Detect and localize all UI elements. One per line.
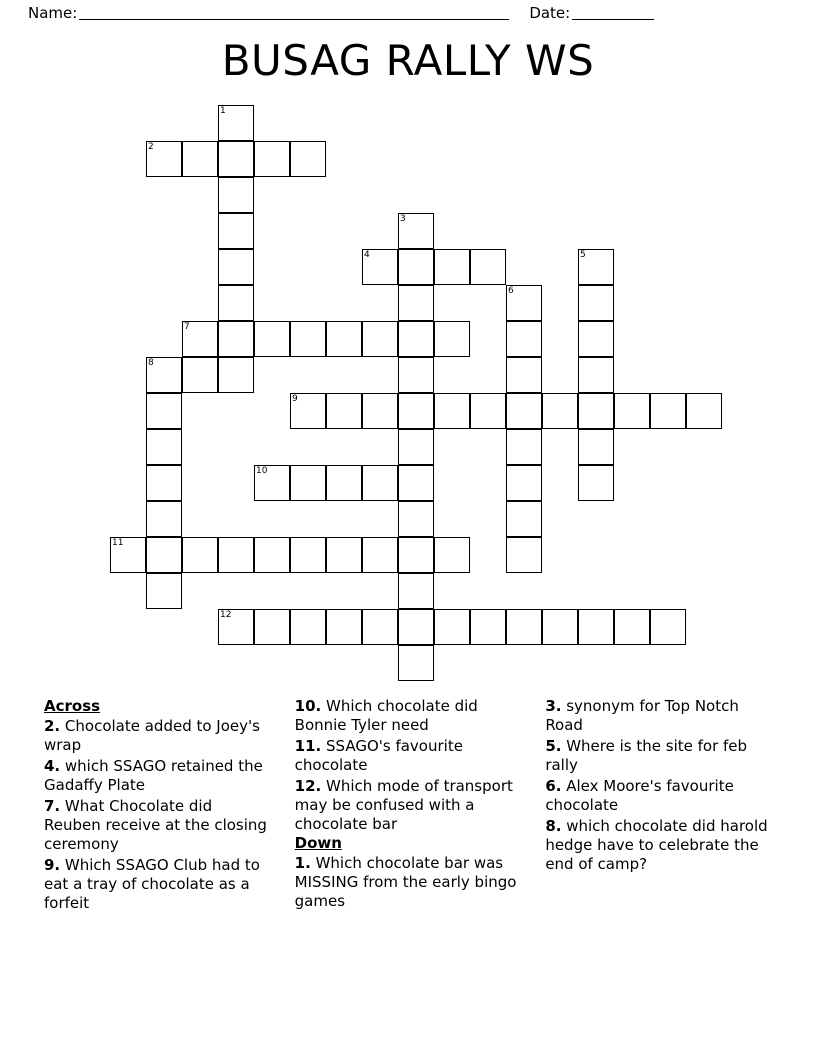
- crossword-cell[interactable]: [434, 609, 470, 645]
- cell-number: 6: [508, 286, 514, 296]
- crossword-cell[interactable]: [650, 609, 686, 645]
- crossword-cell[interactable]: [362, 249, 398, 285]
- crossword-cell[interactable]: [146, 141, 182, 177]
- clue-item: [44, 856, 271, 913]
- crossword-cell[interactable]: [290, 537, 326, 573]
- clue-item: [545, 737, 772, 775]
- crossword-cell[interactable]: [506, 393, 542, 429]
- clue-number: 8.: [545, 817, 562, 835]
- crossword-cell[interactable]: [146, 393, 182, 429]
- clue-number: 9.: [44, 856, 61, 874]
- crossword-cell[interactable]: [362, 537, 398, 573]
- clue-text: Which chocolate did Bonnie Tyler need: [294, 697, 478, 734]
- cell-number: 3: [400, 214, 406, 224]
- clue-item: [545, 777, 772, 815]
- crossword-cell[interactable]: [398, 573, 434, 609]
- clue-number: 6.: [545, 777, 562, 795]
- clue-text: Alex Moore's favourite chocolate: [545, 777, 734, 814]
- crossword-cell[interactable]: [398, 609, 434, 645]
- clue-text: which SSAGO retained the Gadaffy Plate: [44, 757, 263, 794]
- crossword-cell[interactable]: [146, 465, 182, 501]
- crossword-cell[interactable]: [326, 537, 362, 573]
- crossword-cell[interactable]: [398, 357, 434, 393]
- crossword-cell[interactable]: [434, 321, 470, 357]
- crossword-cell[interactable]: [218, 321, 254, 357]
- clue-number: 12.: [294, 777, 322, 795]
- crossword-cell[interactable]: [398, 501, 434, 537]
- crossword-cell[interactable]: [578, 429, 614, 465]
- crossword-cell[interactable]: [326, 465, 362, 501]
- crossword-cell[interactable]: [398, 321, 434, 357]
- clue-text: What Chocolate did Reuben receive at the closing ceremony: [44, 797, 267, 853]
- crossword-cell[interactable]: [146, 573, 182, 609]
- crossword-cell[interactable]: [398, 213, 434, 249]
- clue-item: [295, 697, 522, 735]
- page-title: BUSAG RALLY WS: [221, 36, 595, 85]
- crossword-cell[interactable]: [686, 393, 722, 429]
- crossword-cell[interactable]: [254, 537, 290, 573]
- crossword-cell[interactable]: [182, 141, 218, 177]
- crossword-cell[interactable]: [254, 141, 290, 177]
- crossword-cell[interactable]: [398, 393, 434, 429]
- clue-text: Which mode of transport may be confused with a chocolate bar: [294, 777, 513, 833]
- crossword-cell[interactable]: [218, 249, 254, 285]
- crossword-cell[interactable]: [578, 321, 614, 357]
- crossword-cell[interactable]: [506, 537, 542, 573]
- clue-item: [545, 817, 772, 874]
- crossword-cell[interactable]: [218, 285, 254, 321]
- crossword-cell[interactable]: [470, 249, 506, 285]
- name-label: Name:: [28, 4, 78, 22]
- cell-number: 11: [112, 538, 124, 548]
- crossword-cell[interactable]: [146, 537, 182, 573]
- crossword-cell[interactable]: [326, 609, 362, 645]
- crossword-cell[interactable]: [290, 609, 326, 645]
- crossword-cell[interactable]: [182, 357, 218, 393]
- cell-number: 2: [148, 142, 154, 152]
- crossword-grid[interactable]: [110, 105, 710, 685]
- name-write-line[interactable]: [79, 6, 509, 20]
- cell-number: 1: [220, 106, 226, 116]
- crossword-cell[interactable]: [434, 393, 470, 429]
- clue-number: 1.: [294, 854, 311, 872]
- crossword-cell[interactable]: [398, 249, 434, 285]
- clue-item: [44, 717, 271, 755]
- crossword-cell[interactable]: [182, 321, 218, 357]
- crossword-cell[interactable]: [398, 429, 434, 465]
- crossword-cell[interactable]: [290, 393, 326, 429]
- down-heading: Down: [294, 834, 342, 852]
- date-write-line[interactable]: [572, 6, 654, 20]
- clue-list: [44, 697, 772, 967]
- clue-item: [44, 797, 271, 854]
- crossword-cell[interactable]: [290, 321, 326, 357]
- crossword-cell[interactable]: [614, 609, 650, 645]
- crossword-cell[interactable]: [578, 465, 614, 501]
- cell-number: 12: [220, 610, 232, 620]
- crossword-cell[interactable]: [506, 321, 542, 357]
- crossword-cell[interactable]: [398, 645, 434, 681]
- crossword-cell[interactable]: [578, 249, 614, 285]
- clue-item: [545, 697, 772, 735]
- crossword-cell[interactable]: [506, 357, 542, 393]
- crossword-cell[interactable]: [146, 357, 182, 393]
- name-date-line: [28, 0, 744, 26]
- clue-number: 11.: [294, 737, 322, 755]
- crossword-cell[interactable]: [398, 537, 434, 573]
- clue-item: [295, 854, 522, 911]
- crossword-cell[interactable]: [506, 429, 542, 465]
- clue-text: synonym for Top Notch Road: [545, 697, 739, 734]
- crossword-cell[interactable]: [254, 465, 290, 501]
- crossword-cell[interactable]: [506, 501, 542, 537]
- crossword-cell[interactable]: [182, 537, 218, 573]
- crossword-cell[interactable]: [506, 609, 542, 645]
- crossword-cell[interactable]: [254, 609, 290, 645]
- clue-text: Chocolate added to Joey's wrap: [44, 717, 260, 754]
- crossword-cell[interactable]: [326, 321, 362, 357]
- crossword-cell[interactable]: [254, 321, 290, 357]
- crossword-cell[interactable]: [434, 249, 470, 285]
- crossword-cell[interactable]: [110, 537, 146, 573]
- crossword-cell[interactable]: [326, 393, 362, 429]
- clue-item: [44, 757, 271, 795]
- across-heading: Across: [44, 697, 101, 715]
- crossword-cell[interactable]: [218, 177, 254, 213]
- cell-number: 4: [364, 250, 370, 260]
- clue-number: 10.: [294, 697, 322, 715]
- crossword-cell[interactable]: [290, 141, 326, 177]
- crossword-cell[interactable]: [218, 609, 254, 645]
- date-label: Date:: [529, 4, 571, 22]
- crossword-cell[interactable]: [542, 393, 578, 429]
- clue-number: 3.: [545, 697, 562, 715]
- crossword-cell[interactable]: [146, 429, 182, 465]
- cell-number: 7: [184, 322, 190, 332]
- cell-number: 8: [148, 358, 154, 368]
- cell-number: 5: [580, 250, 586, 260]
- crossword-cell[interactable]: [578, 357, 614, 393]
- crossword-cell[interactable]: [578, 609, 614, 645]
- clue-text: SSAGO's favourite chocolate: [294, 737, 463, 774]
- crossword-cell[interactable]: [506, 465, 542, 501]
- crossword-cell[interactable]: [362, 393, 398, 429]
- clue-text: Where is the site for feb rally: [545, 737, 748, 774]
- cell-number: 10: [256, 466, 268, 476]
- crossword-cell[interactable]: [470, 393, 506, 429]
- crossword-cell[interactable]: [146, 501, 182, 537]
- crossword-cell[interactable]: [578, 285, 614, 321]
- crossword-cell[interactable]: [542, 609, 578, 645]
- crossword-cell[interactable]: [578, 393, 614, 429]
- clue-number: 2.: [44, 717, 61, 735]
- crossword-cell[interactable]: [218, 213, 254, 249]
- crossword-cell[interactable]: [290, 465, 326, 501]
- crossword-cell[interactable]: [398, 465, 434, 501]
- crossword-cell[interactable]: [434, 537, 470, 573]
- clue-number: 4.: [44, 757, 61, 775]
- crossword-cell[interactable]: [362, 321, 398, 357]
- crossword-cell[interactable]: [218, 357, 254, 393]
- crossword-cell[interactable]: [218, 141, 254, 177]
- clue-text: Which SSAGO Club had to eat a tray of chocolate as a forfeit: [44, 856, 260, 912]
- cell-number: 9: [292, 394, 298, 404]
- crossword-cell[interactable]: [218, 537, 254, 573]
- crossword-cell[interactable]: [362, 609, 398, 645]
- crossword-cell[interactable]: [614, 393, 650, 429]
- crossword-cell[interactable]: [362, 465, 398, 501]
- crossword-cell[interactable]: [470, 609, 506, 645]
- clue-text: which chocolate did harold hedge have to celebrate the end of camp?: [545, 817, 768, 873]
- clue-item: [295, 737, 522, 775]
- clue-text: Which chocolate bar was MISSING from the early bingo games: [294, 854, 517, 910]
- clue-number: 5.: [545, 737, 562, 755]
- crossword-cell[interactable]: [650, 393, 686, 429]
- crossword-cell[interactable]: [506, 285, 542, 321]
- crossword-cell[interactable]: [398, 285, 434, 321]
- clue-item: [295, 777, 522, 834]
- crossword-cell[interactable]: [218, 105, 254, 141]
- clue-number: 7.: [44, 797, 61, 815]
